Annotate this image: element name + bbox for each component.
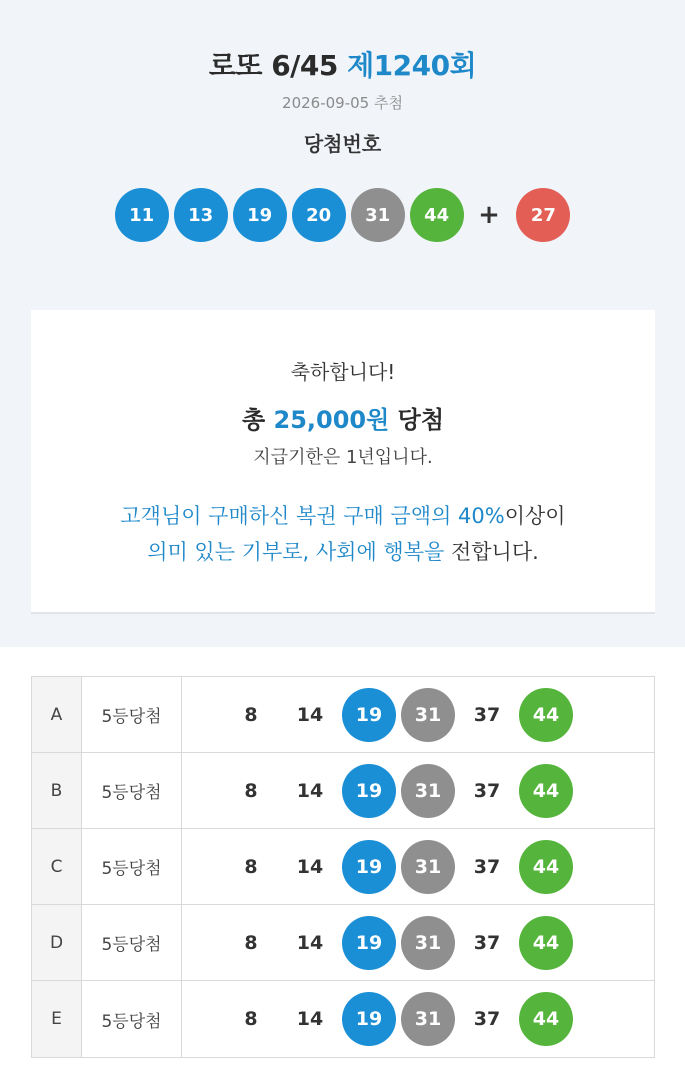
winning-ball: 11 xyxy=(115,188,169,242)
matched-number-ball: 19 xyxy=(342,992,396,1046)
matched-number-ball: 19 xyxy=(342,916,396,970)
ticket-number: 14 xyxy=(296,932,324,954)
winning-ball: 13 xyxy=(174,188,228,242)
page-title xyxy=(0,44,685,84)
ticket-number: 14 xyxy=(296,704,324,726)
matched-number-ball: 31 xyxy=(401,840,455,894)
table-row xyxy=(32,677,654,753)
matched-number-ball: 19 xyxy=(342,840,396,894)
table-row xyxy=(32,829,654,905)
round-number: 제1240회 xyxy=(347,49,477,82)
winning-ball: 20 xyxy=(292,188,346,242)
matched-number-ball: 44 xyxy=(519,764,573,818)
winning-ball: 31 xyxy=(351,188,405,242)
matched-number-ball: 44 xyxy=(519,688,573,742)
ticket-rank: 5등당첨 xyxy=(82,829,182,904)
ticket-numbers xyxy=(182,905,654,980)
ticket-number: 37 xyxy=(473,1008,501,1030)
ticket-rank: 5등당첨 xyxy=(82,981,182,1057)
table-row xyxy=(32,753,654,829)
ticket-number: 8 xyxy=(244,780,258,802)
ticket-id: A xyxy=(32,677,82,752)
draw-date: 2026-09-05 추첨 xyxy=(282,94,403,112)
matched-number-ball: 44 xyxy=(519,916,573,970)
game-name: 로또 6/45 xyxy=(208,49,338,82)
donation-line1-highlight: 고객님이 구매하신 복권 구매 금액의 40% xyxy=(120,504,505,528)
matched-number-ball: 19 xyxy=(342,688,396,742)
ticket-id: D xyxy=(32,905,82,980)
ticket-id: B xyxy=(32,753,82,828)
prize-amount: 25,000원 xyxy=(273,406,390,434)
matched-number-ball: 31 xyxy=(401,764,455,818)
winning-numbers xyxy=(0,188,685,242)
ticket-id: E xyxy=(32,981,82,1057)
result-card xyxy=(31,310,655,614)
matched-number-ball: 44 xyxy=(519,840,573,894)
winning-numbers-label: 당첨번호 xyxy=(303,132,382,156)
ticket-number: 8 xyxy=(244,1008,258,1030)
matched-number-ball: 31 xyxy=(401,992,455,1046)
ticket-rank: 5등당첨 xyxy=(82,905,182,980)
ticket-number: 14 xyxy=(296,856,324,878)
prize-total xyxy=(31,400,655,435)
ticket-number: 37 xyxy=(473,856,501,878)
ticket-numbers xyxy=(182,829,654,904)
matched-number-ball: 19 xyxy=(342,764,396,818)
ticket-number: 37 xyxy=(473,932,501,954)
prize-suffix: 당첨 xyxy=(397,406,445,434)
matched-number-ball: 31 xyxy=(401,688,455,742)
ticket-number: 14 xyxy=(296,1008,324,1030)
ticket-number: 37 xyxy=(473,780,501,802)
ticket-rank: 5등당첨 xyxy=(82,677,182,752)
donation-message xyxy=(31,498,655,570)
donation-line1-rest: 이상이 xyxy=(504,504,566,528)
ticket-number: 8 xyxy=(244,932,258,954)
ticket-number: 8 xyxy=(244,704,258,726)
plus-icon: + xyxy=(478,200,500,230)
payment-deadline: 지급기한은 1년입니다. xyxy=(253,447,433,468)
ticket-number: 37 xyxy=(473,704,501,726)
ticket-number: 8 xyxy=(244,856,258,878)
donation-line2-rest: 전합니다. xyxy=(450,540,539,564)
winning-ball: 19 xyxy=(233,188,287,242)
ticket-table xyxy=(31,676,655,1058)
matched-number-ball: 44 xyxy=(519,992,573,1046)
ticket-number: 14 xyxy=(296,780,324,802)
ticket-id: C xyxy=(32,829,82,904)
congrats-message: 축하합니다! xyxy=(290,360,396,384)
donation-line2-highlight: 의미 있는 기부로, 사회에 행복을 xyxy=(147,540,445,564)
table-row xyxy=(32,981,654,1057)
bonus-ball: 27 xyxy=(516,188,570,242)
ticket-rank: 5등당첨 xyxy=(82,753,182,828)
prize-prefix: 총 xyxy=(241,406,266,434)
ticket-numbers xyxy=(182,753,654,828)
table-row xyxy=(32,905,654,981)
ticket-numbers xyxy=(182,677,654,752)
winning-ball: 44 xyxy=(410,188,464,242)
ticket-numbers xyxy=(182,981,654,1057)
matched-number-ball: 31 xyxy=(401,916,455,970)
